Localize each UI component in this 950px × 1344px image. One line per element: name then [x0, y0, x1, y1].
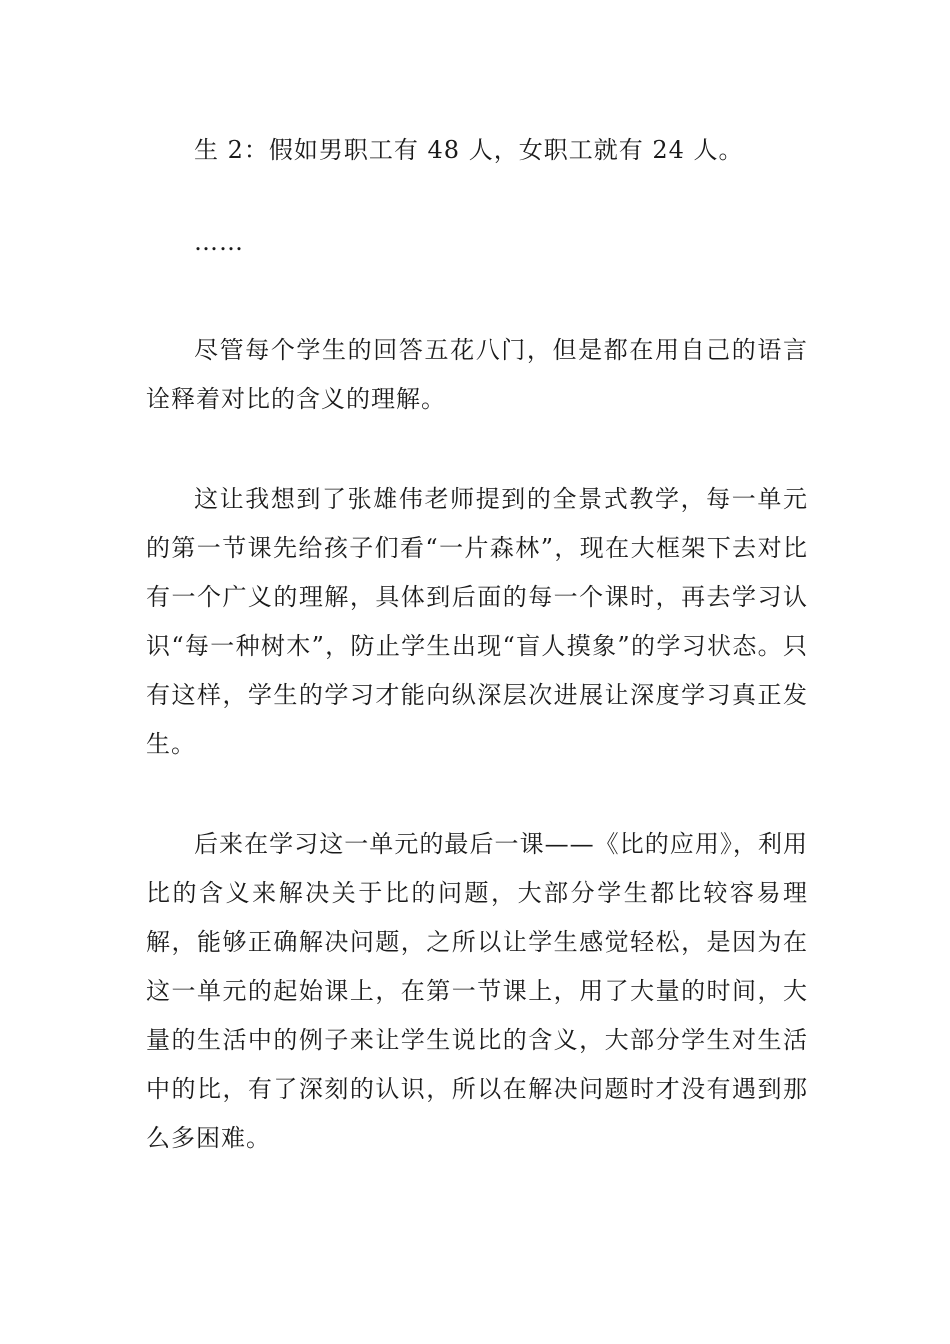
paragraph-ellipsis: …… — [194, 228, 244, 256]
paragraph-student-answer: 生 2：假如男职工有 48 人，女职工就有 24 人。 — [194, 136, 744, 164]
paragraph-panoramic-teaching: 这让我想到了张雄伟老师提到的全景式教学，每一单元的第一节课先给孩子们看“一片森林”，现在大框架下去对比有一个广义的理解，具体到后面的每一个课时，再去学习认识“每一种树木”，防止学生出现“盲人摸象”的学习状态。只有这样，学生的学习才能向纵深层次进展让深度学习真正发生。 — [146, 485, 808, 758]
paragraph-ratio-application: 后来在学习这一单元的最后一课——《比的应用》，利用比的含义来解决关于比的问题，大部分学生都比较容易理解，能够正确解决问题，之所以让学生感觉轻松，是因为在这一单元的起始课上，在第一节课上，用了大量的时间，大量的生活中的例子来让学生说比的含义，大部分学生对生活中的比，有了深刻的认识，所以在解决问题时才没有遇到那么多困难。 — [146, 830, 808, 1152]
paragraph-answers-summary: 尽管每个学生的回答五花八门，但是都在用自己的语言诠释着对比的含义的理解。 — [146, 336, 808, 413]
